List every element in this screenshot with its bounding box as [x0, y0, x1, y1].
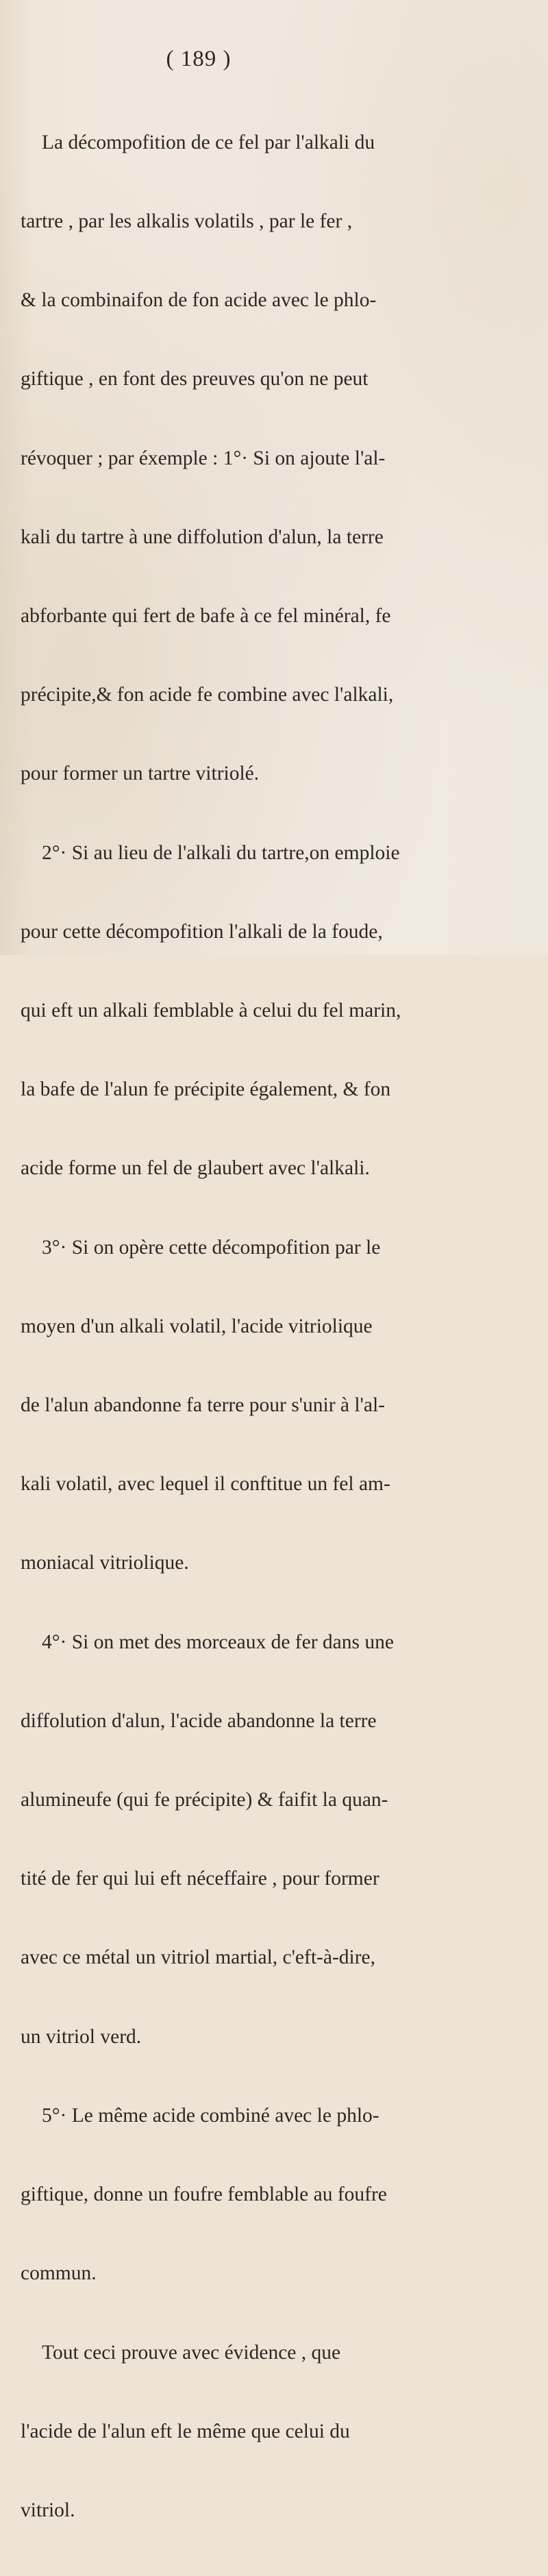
text-line: 4°· Si on met des morceaux de fer dans une: [42, 1631, 394, 1653]
text-line: La décompofition de ce fel par l'alkali du: [42, 131, 375, 153]
text-line: acide forme un fel de glaubert avec l'alkali.: [21, 1157, 370, 1180]
text-line: giftique, donne un foufre femblable au foufre: [21, 2183, 387, 2206]
text-line: 2°· Si au lieu de l'alkali du tartre,on emploie: [42, 841, 400, 864]
page-number-header: ( 189 ): [166, 47, 232, 71]
text-line: diffolution d'alun, l'acide abandonne la terre: [21, 1709, 377, 1732]
text-line: alumineufe (qui fe précipite) & faifit la quan-: [21, 1789, 388, 1811]
text-line: la bafe de l'alun fe précipite également, & fon: [21, 1078, 391, 1101]
text-line: commun.: [21, 2262, 97, 2285]
text-line: précipite,& fon acide fe combine avec l'alkali,: [21, 684, 394, 706]
body-text: [0, 77, 548, 2576]
text-line: pour cette décompofition l'alkali de la foude,: [21, 920, 383, 943]
text-line: révoquer ; par éxemple : 1°· Si on ajoute l'al-: [21, 447, 386, 469]
text-line: giftique , en font des preuves qu'on ne peut: [21, 368, 369, 391]
text-line: avec ce métal un vitriol martial, c'eft-à-dire,: [21, 1946, 376, 1969]
text-line: abforbante qui fert de bafe à ce fel minéral, fe: [21, 605, 391, 628]
text-line: l'acide de l'alun eft le même que celui du: [21, 2420, 350, 2442]
text-line: un vitriol verd.: [21, 2025, 142, 2048]
text-line: 5°· Le même acide combiné avec le phlo-: [42, 2104, 379, 2127]
text-line: pour former un tartre vitriolé.: [21, 763, 260, 785]
text-line: moyen d'un alkali volatil, l'acide vitriolique: [21, 1315, 373, 1337]
text-line: kali volatil, avec lequel il conftitue un fel am-: [21, 1473, 390, 1496]
text-line: tité de fer qui lui eft néceffaire , pour former: [21, 1868, 379, 1890]
text-line: & la combinaifon de fon acide avec le phlo-: [21, 289, 377, 312]
text-line: tartre , par les alkalis volatils , par le fer ,: [21, 210, 353, 233]
text-line: vitriol.: [21, 2499, 75, 2521]
text-line: de l'alun abandonne fa terre pour s'unir à l'al-: [21, 1394, 385, 1417]
text-line: 3°· Si on opère cette décompofition par le: [42, 1236, 381, 1259]
text-line: qui eft un alkali femblable à celui du fel marin,: [21, 1000, 401, 1022]
text-line: moniacal vitriolique.: [21, 1552, 189, 1574]
text-line: Tout ceci prouve avec évidence , que: [42, 2341, 341, 2364]
text-line: kali du tartre à une diffolution d'alun, la terre: [21, 525, 384, 548]
